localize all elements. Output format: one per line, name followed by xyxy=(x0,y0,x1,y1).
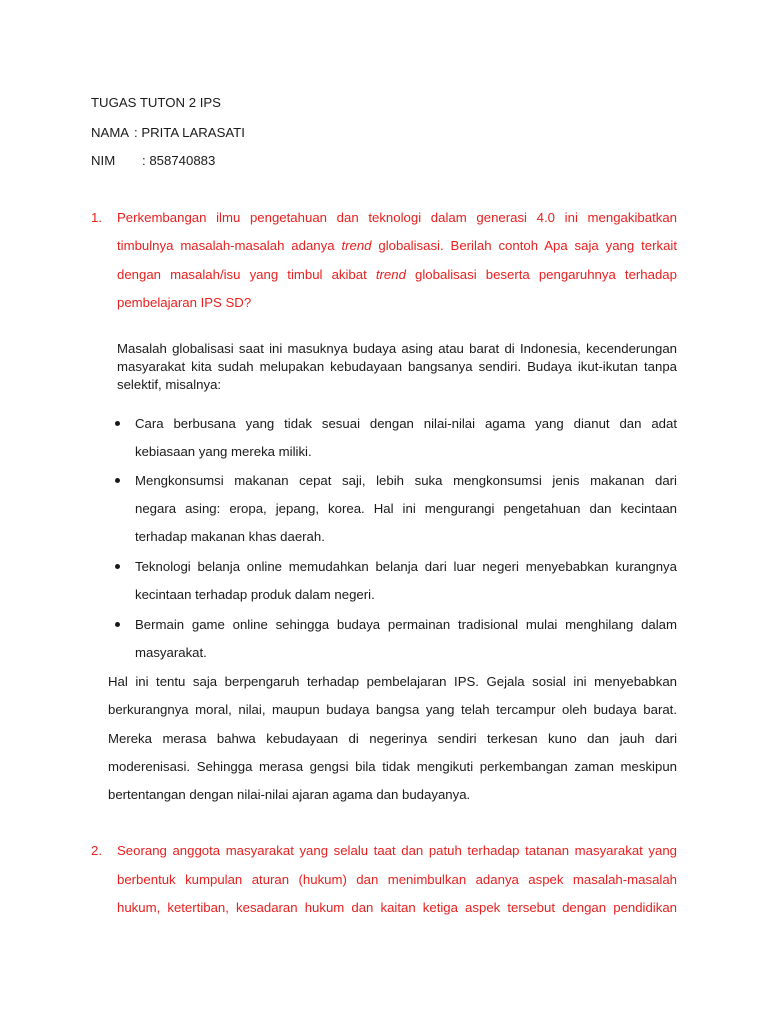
question-1-emphasis: trend xyxy=(341,238,372,253)
answer-1-intro-line: selektif, misalnya: xyxy=(117,377,222,392)
bullet-dot xyxy=(115,564,120,569)
name-value: : PRITA LARASATI xyxy=(134,125,245,140)
bullet-line: terhadap makanan khas daerah. xyxy=(135,529,325,544)
question-1-line: pembelajaran IPS SD? xyxy=(117,295,252,310)
bullet-line: negara asing: eropa, jepang, korea. Hal ini mengurangi pengetahuan dan kecintaan xyxy=(135,501,677,516)
answer-1-intro-line: masyarakat kita sudah melupakan kebudayaan bangsanya sendiri. Budaya ikut-ikutan tanpa xyxy=(117,359,677,374)
bullet-dot xyxy=(115,622,120,627)
answer-1-intro-line: Masalah globalisasi saat ini masuknya budaya asing atau barat di Indonesia, kecenderungan xyxy=(117,341,677,356)
question-2-number: 2. xyxy=(91,843,102,858)
question-1-text: dengan masalah/isu yang timbul akibat xyxy=(117,267,367,282)
bullet-dot xyxy=(115,478,120,483)
nim-value: : 858740883 xyxy=(142,153,216,168)
question-1-text: timbulnya masalah-masalah adanya xyxy=(117,238,335,253)
question-1-line xyxy=(117,267,677,282)
bullet-line: Cara berbusana yang tidak sesuai dengan nilai-nilai agama yang dianut dan adat xyxy=(135,416,677,431)
nim-label: NIM xyxy=(91,153,116,168)
question-1-number: 1. xyxy=(91,210,102,225)
question-2-line: hukum, ketertiban, kesadaran hukum dan kaitan ketiga aspek tersebut dengan pendidikan xyxy=(117,900,677,915)
question-1-line xyxy=(117,238,677,253)
document-title: TUGAS TUTON 2 IPS xyxy=(91,95,221,110)
bullet-line: masyarakat. xyxy=(135,645,207,660)
answer-1-closing-line: berkurangnya moral, nilai, maupun budaya bangsa yang telah tercampur oleh budaya barat. xyxy=(108,702,677,717)
question-1-emphasis: trend xyxy=(375,267,406,282)
answer-1-closing-line: Mereka merasa bahwa kebudayaan di negerinya sendiri terkesan kuno dan jauh dari xyxy=(108,731,677,746)
question-1-text: globalisasi. Berilah contoh Apa saja yang terkait xyxy=(378,238,678,253)
answer-1-closing-line: Hal ini tentu saja berpengaruh terhadap pembelajaran IPS. Gejala sosial ini menyebabkan xyxy=(108,674,677,689)
bullet-line: Mengkonsumsi makanan cepat saji, lebih suka mengkonsumsi jenis makanan dari xyxy=(135,473,677,488)
question-2-line: berbentuk kumpulan aturan (hukum) dan menimbulkan adanya aspek masalah-masalah xyxy=(117,872,677,887)
question-2-line: Seorang anggota masyarakat yang selalu taat dan patuh terhadap tatanan masyarakat yang xyxy=(117,843,677,858)
name-label: NAMA xyxy=(91,125,130,140)
question-1-text: globalisasi beserta pengaruhnya terhadap xyxy=(415,267,677,282)
bullet-line: Teknologi belanja online memudahkan belanja dari luar negeri menyebabkan kurangnya xyxy=(135,559,677,574)
bullet-dot xyxy=(115,421,120,426)
answer-1-closing-line: bertentangan dengan nilai-nilai ajaran agama dan budayanya. xyxy=(108,787,471,802)
bullet-line: Bermain game online sehingga budaya permainan tradisional mulai menghilang dalam xyxy=(135,617,677,632)
answer-1-closing-line: moderenisasi. Sehingga merasa gengsi bila tidak mengikuti perkembangan zaman meskipun xyxy=(108,759,677,774)
bullet-line: kebiasaan yang mereka miliki. xyxy=(135,444,312,459)
bullet-line: kecintaan terhadap produk dalam negeri. xyxy=(135,587,375,602)
question-1-line: Perkembangan ilmu pengetahuan dan teknologi dalam generasi 4.0 ini mengakibatkan xyxy=(117,210,677,225)
